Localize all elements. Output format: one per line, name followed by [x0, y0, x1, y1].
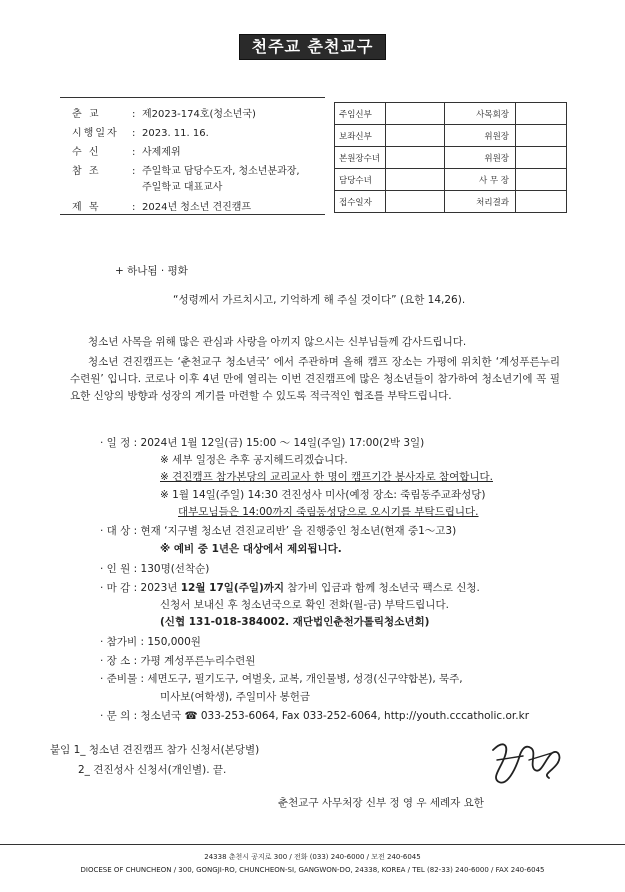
body-paragraph-1: 청소년 사목을 위해 많은 관심과 사랑을 아끼지 않으시는 신부님들께 감사드립니다. — [88, 336, 467, 348]
bible-quote: “성령께서 가르치시고, 기억하게 해 주실 것이다” (요한 14,26). — [173, 294, 466, 306]
recipient: 사제제위 — [142, 147, 181, 158]
footer-rule — [0, 844, 625, 845]
reference: 주일학교 담당수도자, 청소년분과장, — [142, 166, 300, 177]
approval-row: 주임신부 사목회장 — [335, 103, 567, 125]
subject: 2024년 청소년 견진캠프 — [142, 202, 252, 213]
items-value: 세면도구, 필기도구, 여벌옷, 교복, 개인물병, 성경(신구약합본), 묵주, — [147, 673, 463, 685]
approval-row: 접수일자 처리결과 — [335, 191, 567, 213]
venue-value: 가평 계성푸른누리수련원 — [140, 655, 256, 667]
schedule-note-1: ※ 세부 일정은 추후 공지해드리겠습니다. — [160, 454, 348, 466]
approval-row: 본원장수녀 위원장 — [335, 147, 567, 169]
items-line-2: 미사보(여학생), 주일미사 봉헌금 — [160, 691, 311, 703]
bank-account: (신협 131-018-384002. 재단법인춘천가톨릭청소년회) — [160, 616, 430, 628]
attachment-1: 붙임 1_ 청소년 견진캠프 참가 신청서(본당별) — [50, 744, 260, 756]
issue-date: 2023. 11. 16. — [142, 128, 209, 139]
footer-address-kr: 24338 춘천시 공지로 300 / 전화 (033) 240-6000 / 모전 240-6045 — [204, 853, 421, 861]
deadline-date: 12월 17일(주일)까지 — [180, 582, 285, 594]
capacity-value: 130명(선착순) — [140, 563, 210, 575]
date-row: 시행일자 : 2023. 11. 16. — [72, 128, 209, 139]
schedule-value: 2024년 1월 12일(금) 15:00 ～ 14일(주일) 17:00(2박 3일) — [140, 437, 425, 449]
doc-number: 제2023-174호(청소년국) — [142, 109, 256, 120]
footer-address-en: DIOCESE OF CHUNCHEON / 300, GONGJI-RO, CHUNCHEON-SI, GANGWON-DO, 24338, KOREA / TEL (82-33) 240-6000 / FAX 240-6045 — [80, 866, 545, 874]
schedule-note-3: ※ 1월 14일(주일) 14:30 견진성사 미사(예정 장소: 죽림동주교좌성당) — [160, 489, 486, 501]
approval-row: 보좌신부 위원장 — [335, 125, 567, 147]
subject-row: 제 목 : 2024년 청소년 견진캠프 — [72, 202, 252, 213]
items-row: · 준비물 : 세면도구, 필기도구, 여벌옷, 교복, 개인물병, 성경(신구약합본), 묵주, — [100, 673, 463, 685]
schedule-row: · 일 정 : 2024년 1월 12일(금) 15:00 ～ 14일(주일) 17:00(2박 3일) — [100, 437, 425, 449]
deadline-row: · 마 감 : 2023년 12월 17일(주일)까지 참가비 입금과 함께 청소년국 팩스로 신청. — [100, 582, 480, 594]
schedule-note-2: ※ 견진캠프 참가본당의 교리교사 한 명이 캠프기간 봉사자로 참여합니다. — [160, 471, 493, 483]
header-top-rule — [60, 97, 325, 98]
target-value: 현재 ‘지구별 청소년 견진교리반’ 을 진행중인 청소년(현재 중1～고3) — [140, 525, 457, 537]
contact-row: · 문 의 : 청소년국 ☎ 033-253-6064, Fax 033-252-6064, http://youth.cccatholic.or.kr — [100, 710, 530, 722]
schedule-note-4: 대부모님들은 14:00까지 죽림동성당으로 오시기를 부탁드립니다. — [178, 506, 479, 518]
fee-value: 150,000원 — [147, 636, 201, 648]
attachment-2: 2_ 견진성사 신청서(개인별). 끝. — [78, 764, 227, 776]
venue-row: · 장 소 : 가평 계성푸른누리수련원 — [100, 655, 256, 667]
approval-table — [334, 102, 567, 213]
greeting: + 하나됨 · 평화 — [115, 265, 188, 277]
diocese-title: 천주교 춘천교구 — [239, 34, 386, 60]
recipient-row: 수 신 : 사제제위 — [72, 147, 181, 158]
signature-image — [485, 730, 575, 790]
target-row: · 대 상 : 현재 ‘지구별 청소년 견진교리반’ 을 진행중인 청소년(현재 중1～고3) — [100, 525, 457, 537]
capacity-row: · 인 원 : 130명(선착순) — [100, 563, 210, 575]
contact-value: 청소년국 ☎ 033-253-6064, Fax 033-252-6064, http://youth.cccatholic.or.kr — [140, 710, 530, 722]
body-paragraph-2: 청소년 견진캠프는 ‘춘천교구 청소년국’ 에서 주관하며 올해 캠프 장소는 가평에 위치한 ‘계성푸른누리수련원’ 입니다. 코로나 이후 4년 만에 열리는 이번 견진캠프에 많은 청소년들이 참가하여 청소년기에 꼭 필요한 신앙의 방향과 성장의 계기를 마련할 수 있도록 적극적인 협조를 부탁드립니다. — [70, 356, 560, 402]
target-note: ※ 예비 중 1년은 대상에서 제외됩니다. — [160, 543, 342, 555]
approval-row: 담당수녀 사 무 장 — [335, 169, 567, 191]
deadline-line-2: 신청서 보내신 후 청소년국으로 확인 전화(월-금) 부탁드립니다. — [160, 599, 449, 611]
fee-row: · 참가비 : 150,000원 — [100, 636, 201, 648]
reference-row: 참 조 : 주일학교 담당수도자, 청소년분과장, — [72, 166, 300, 177]
signer: 춘천교구 사무처장 신부 정 영 우 세례자 요한 — [278, 797, 484, 809]
reference-row-2: 주일학교 대표교사 — [142, 182, 223, 193]
doc-number-row: 춘 교 : 제2023-174호(청소년국) — [72, 109, 256, 120]
header-bottom-rule — [60, 214, 325, 215]
